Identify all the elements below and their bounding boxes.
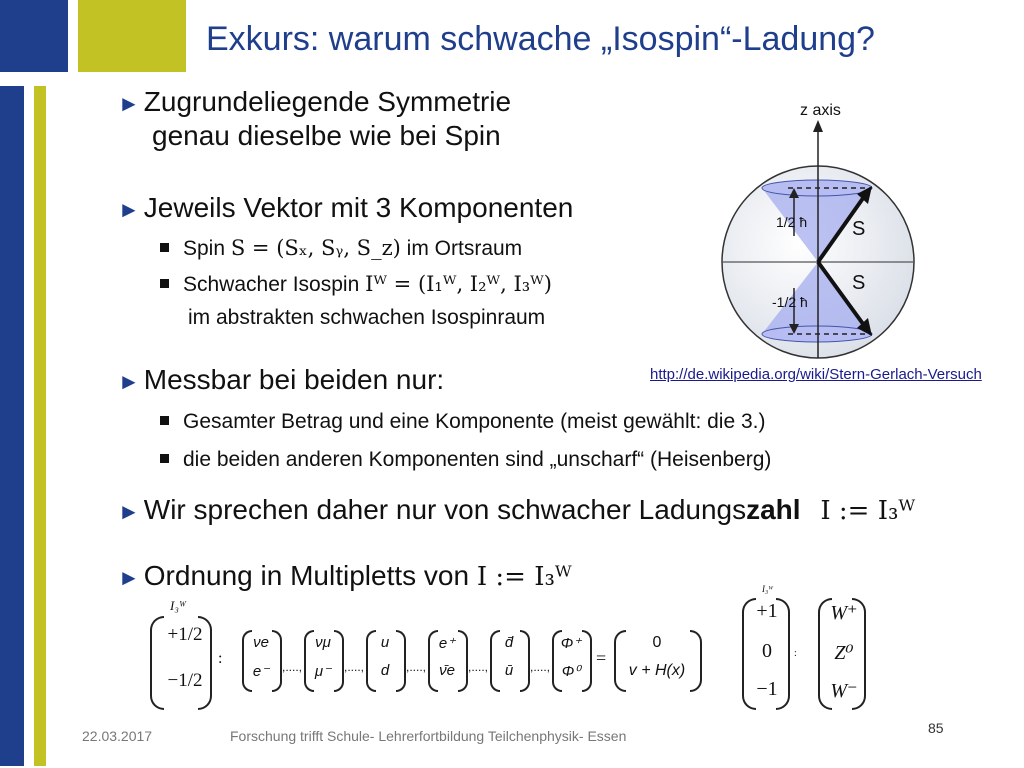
doublet-lower: ū [504, 662, 514, 679]
bullet-bold-text: zahl [746, 494, 801, 525]
bullet-arrow-icon: ► [118, 565, 140, 590]
page-number: 85 [928, 720, 944, 736]
bullet-text: Wir sprechen daher nur von schwacher Ladungs [143, 494, 747, 525]
doublet-lower: ν̄e [439, 662, 455, 679]
bullet-symmetry-cont: genau dieselbe wie bei Spin [152, 120, 501, 151]
sub-bullet-text: Spin [183, 237, 226, 260]
doublet-upper: e⁺ [438, 635, 456, 652]
doublet-lower: μ⁻ [314, 663, 332, 680]
doublet-lower: Φ⁰ [561, 663, 581, 680]
square-bullet-icon [160, 279, 169, 288]
doublet-upper: d̄ [504, 634, 514, 651]
higgs-bottom: v + H(x) [628, 662, 686, 679]
bullet-text: Zugrundeliegende Symmetrie [143, 86, 512, 117]
doublet-lower: d [380, 662, 390, 679]
doublet-separator: ,...., [344, 660, 365, 674]
bullet-symmetry [118, 86, 511, 118]
multiplet-value-top: +1/2 [167, 624, 203, 645]
sub-bullet-uncertain [160, 448, 771, 472]
doublet-separator: ,...., [282, 660, 303, 674]
doublet-upper: u [380, 634, 390, 651]
doublet-upper: νμ [315, 634, 331, 651]
z-axis-label: z axis [800, 102, 841, 119]
boson-w-plus: W⁺ [830, 602, 858, 624]
z-axis-arrow-icon [813, 120, 823, 132]
bullet-arrow-icon: ► [118, 499, 140, 524]
doublet-separator: ,...., [406, 660, 427, 674]
bullet-vector [118, 192, 573, 224]
square-bullet-icon [160, 416, 169, 425]
doublet-lower: e⁻ [252, 663, 270, 680]
triplet-colon: : [794, 648, 797, 659]
frac-top-label: 1/2 ħ [776, 214, 808, 230]
right-paren [198, 616, 212, 710]
s-label-top: S [852, 218, 866, 240]
sub-bullet-text: im Ortsraum [406, 237, 523, 260]
bullet-measurable [118, 364, 444, 396]
footer-title: Forschung trifft Schule- Lehrerfortbildung Teilchenphysik- Essen [230, 728, 627, 744]
charge-formula: I := I₃ᵂ [820, 496, 916, 526]
doublet-upper: Φ⁺ [560, 635, 582, 652]
sub-bullet-text: die beiden anderen Komponenten sind „unscharf“ (Heisenberg) [183, 448, 772, 471]
doublet-separator: ,...., [468, 660, 489, 674]
frac-bottom-label: -1/2 ħ [772, 294, 808, 310]
bullet-arrow-icon: ► [118, 197, 140, 222]
doublet-separator: ,...., [530, 660, 551, 674]
sub-bullet-isospin [160, 272, 552, 297]
triplet-header: I₃ᵂ [762, 584, 774, 594]
higgs-top: 0 [652, 634, 662, 651]
bullet-text: Jeweils Vektor mit 3 Komponenten [143, 192, 574, 223]
doublet-upper: νe [253, 634, 269, 651]
bullet-charge-number [118, 494, 915, 526]
sub-bullet-text: Gesamter Betrag und eine Komponente (meist gewählt: die 3.) [183, 410, 766, 433]
multiplet-header: I₃ᵂ [170, 598, 187, 613]
spin-cone-diagram [700, 96, 930, 364]
bullet-text: Messbar bei beiden nur: [143, 364, 445, 395]
isospin-formula: Iᵂ = (I₁ᵂ, I₂ᵂ, I₃ᵂ) [365, 272, 552, 296]
s-label-bottom: S [852, 272, 866, 294]
triplet-value-plus: +1 [756, 600, 778, 622]
page-title: Exkurs: warum schwache „Isospin“-Ladung? [206, 20, 875, 58]
multiplet-formula: I := I₃ᵂ [476, 562, 572, 592]
triplet-right-paren [776, 598, 790, 710]
bullet-multiplets [118, 560, 572, 592]
decor-bar-olive-side [34, 86, 46, 766]
equals-sign: = [596, 648, 607, 668]
boson-right-paren [852, 598, 866, 710]
triplet-value-minus: −1 [756, 678, 778, 700]
decor-bar-blue-side [0, 86, 24, 766]
square-bullet-icon [160, 454, 169, 463]
boson-z: Z⁰ [834, 642, 854, 664]
wikipedia-link[interactable]: http://de.wikipedia.org/wiki/Stern-Gerlach-Versuch [650, 366, 982, 383]
bullet-text: Ordnung in Multipletts von [143, 560, 470, 591]
sub-bullet-spin [160, 236, 522, 261]
colon-separator: : [218, 650, 223, 667]
boson-w-minus: W⁻ [830, 680, 858, 702]
sub-bullet-isospin-cont: im abstrakten schwachen Isospinraum [188, 306, 546, 329]
bullet-arrow-icon: ► [118, 91, 140, 116]
spin-formula: S = (Sₓ, Sᵧ, S_z) [230, 236, 401, 260]
decor-bar-olive-top [78, 0, 186, 72]
sub-bullet-magnitude [160, 410, 765, 434]
triplet-value-zero: 0 [762, 640, 772, 662]
bullet-arrow-icon: ► [118, 369, 140, 394]
footer-date: 22.03.2017 [82, 728, 153, 744]
decor-bar-blue-top [0, 0, 68, 72]
square-bullet-icon [160, 243, 169, 252]
multiplet-value-bottom: −1/2 [167, 670, 203, 691]
sub-bullet-text: Schwacher Isospin [183, 273, 360, 296]
higgs-right-paren [690, 630, 702, 692]
